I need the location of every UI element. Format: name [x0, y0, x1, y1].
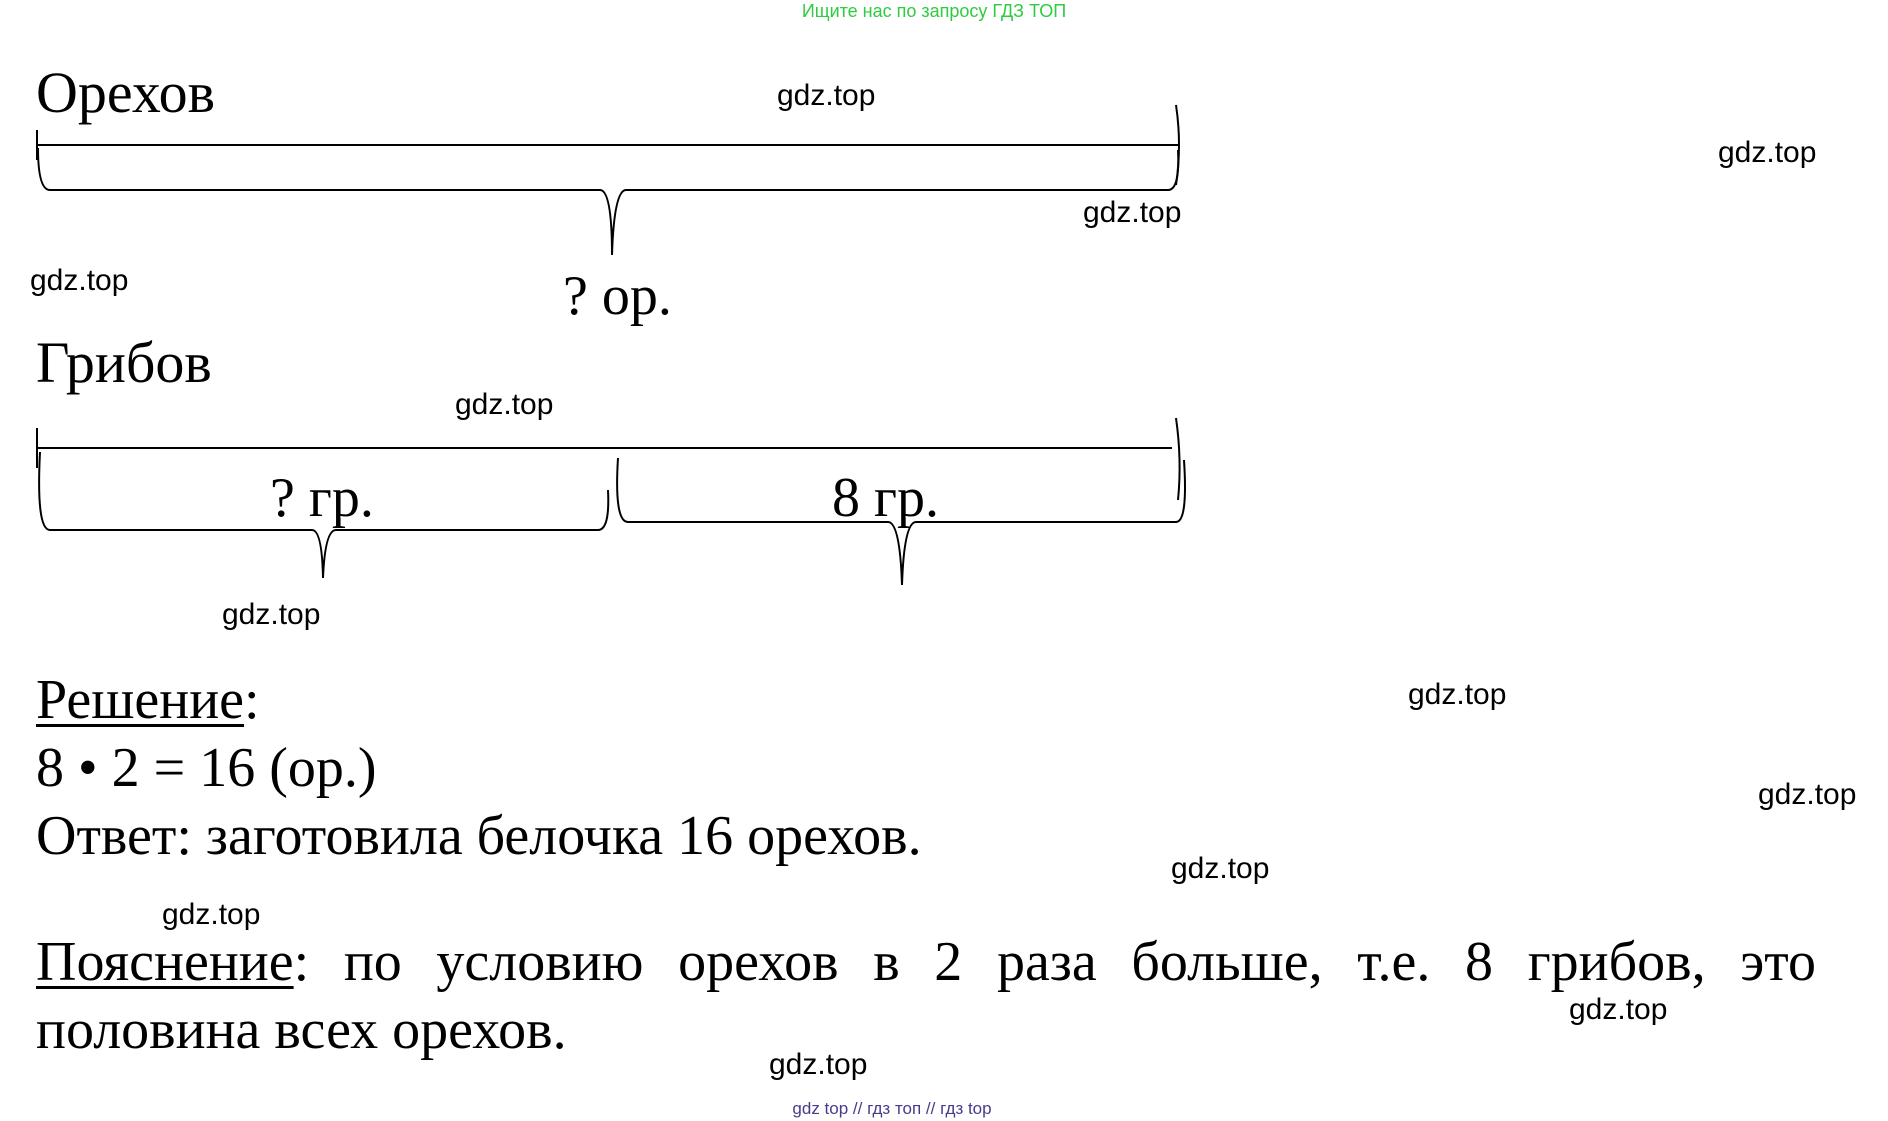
nuts-brace — [38, 148, 1178, 255]
watermark: gdz.top — [1718, 136, 1817, 169]
mushrooms-segment-right-tick — [1176, 418, 1180, 500]
watermark: gdz.top — [1569, 993, 1668, 1026]
mushrooms-label: Грибов — [36, 330, 212, 395]
footer-links: gdz top // гдз топ // гдз top — [792, 1099, 992, 1118]
nuts-question-label: ? ор. — [563, 265, 672, 327]
nuts-segment-right-tick — [1176, 105, 1179, 185]
nuts-label: Орехов — [36, 60, 216, 125]
explanation-text: : по условию орехов в 2 раза больше, т.е. 8 грибов, это половина всех орехов. — [36, 931, 1816, 1061]
top-banner: Ищите нас по запросу ГДЗ ТОП — [801, 1, 1067, 21]
mushrooms-unknown-label: ? гр. — [270, 467, 374, 529]
solution-heading-line — [36, 669, 260, 731]
watermark: gdz.top — [1171, 852, 1270, 885]
watermark: gdz.top — [162, 898, 261, 931]
watermark: gdz.top — [1408, 678, 1507, 711]
watermark: gdz.top — [1758, 778, 1857, 811]
watermark: gdz.top — [769, 1048, 868, 1081]
solution-heading-colon: : — [244, 669, 260, 731]
watermark: gdz.top — [30, 264, 129, 297]
solution-equation: 8 • 2 = 16 (ор.) — [36, 737, 377, 799]
mushrooms-known-label: 8 гр. — [832, 467, 939, 529]
watermark: gdz.top — [455, 388, 554, 421]
watermark: gdz.top — [222, 598, 321, 631]
explanation-paragraph — [36, 928, 1816, 1064]
watermark: gdz.top — [1083, 196, 1182, 229]
solution-heading: Решение — [36, 669, 245, 731]
explanation-heading: Пояснение — [36, 931, 294, 993]
solution-answer: Ответ: заготовила белочка 16 орехов. — [36, 805, 922, 867]
watermark: gdz.top — [777, 79, 876, 112]
